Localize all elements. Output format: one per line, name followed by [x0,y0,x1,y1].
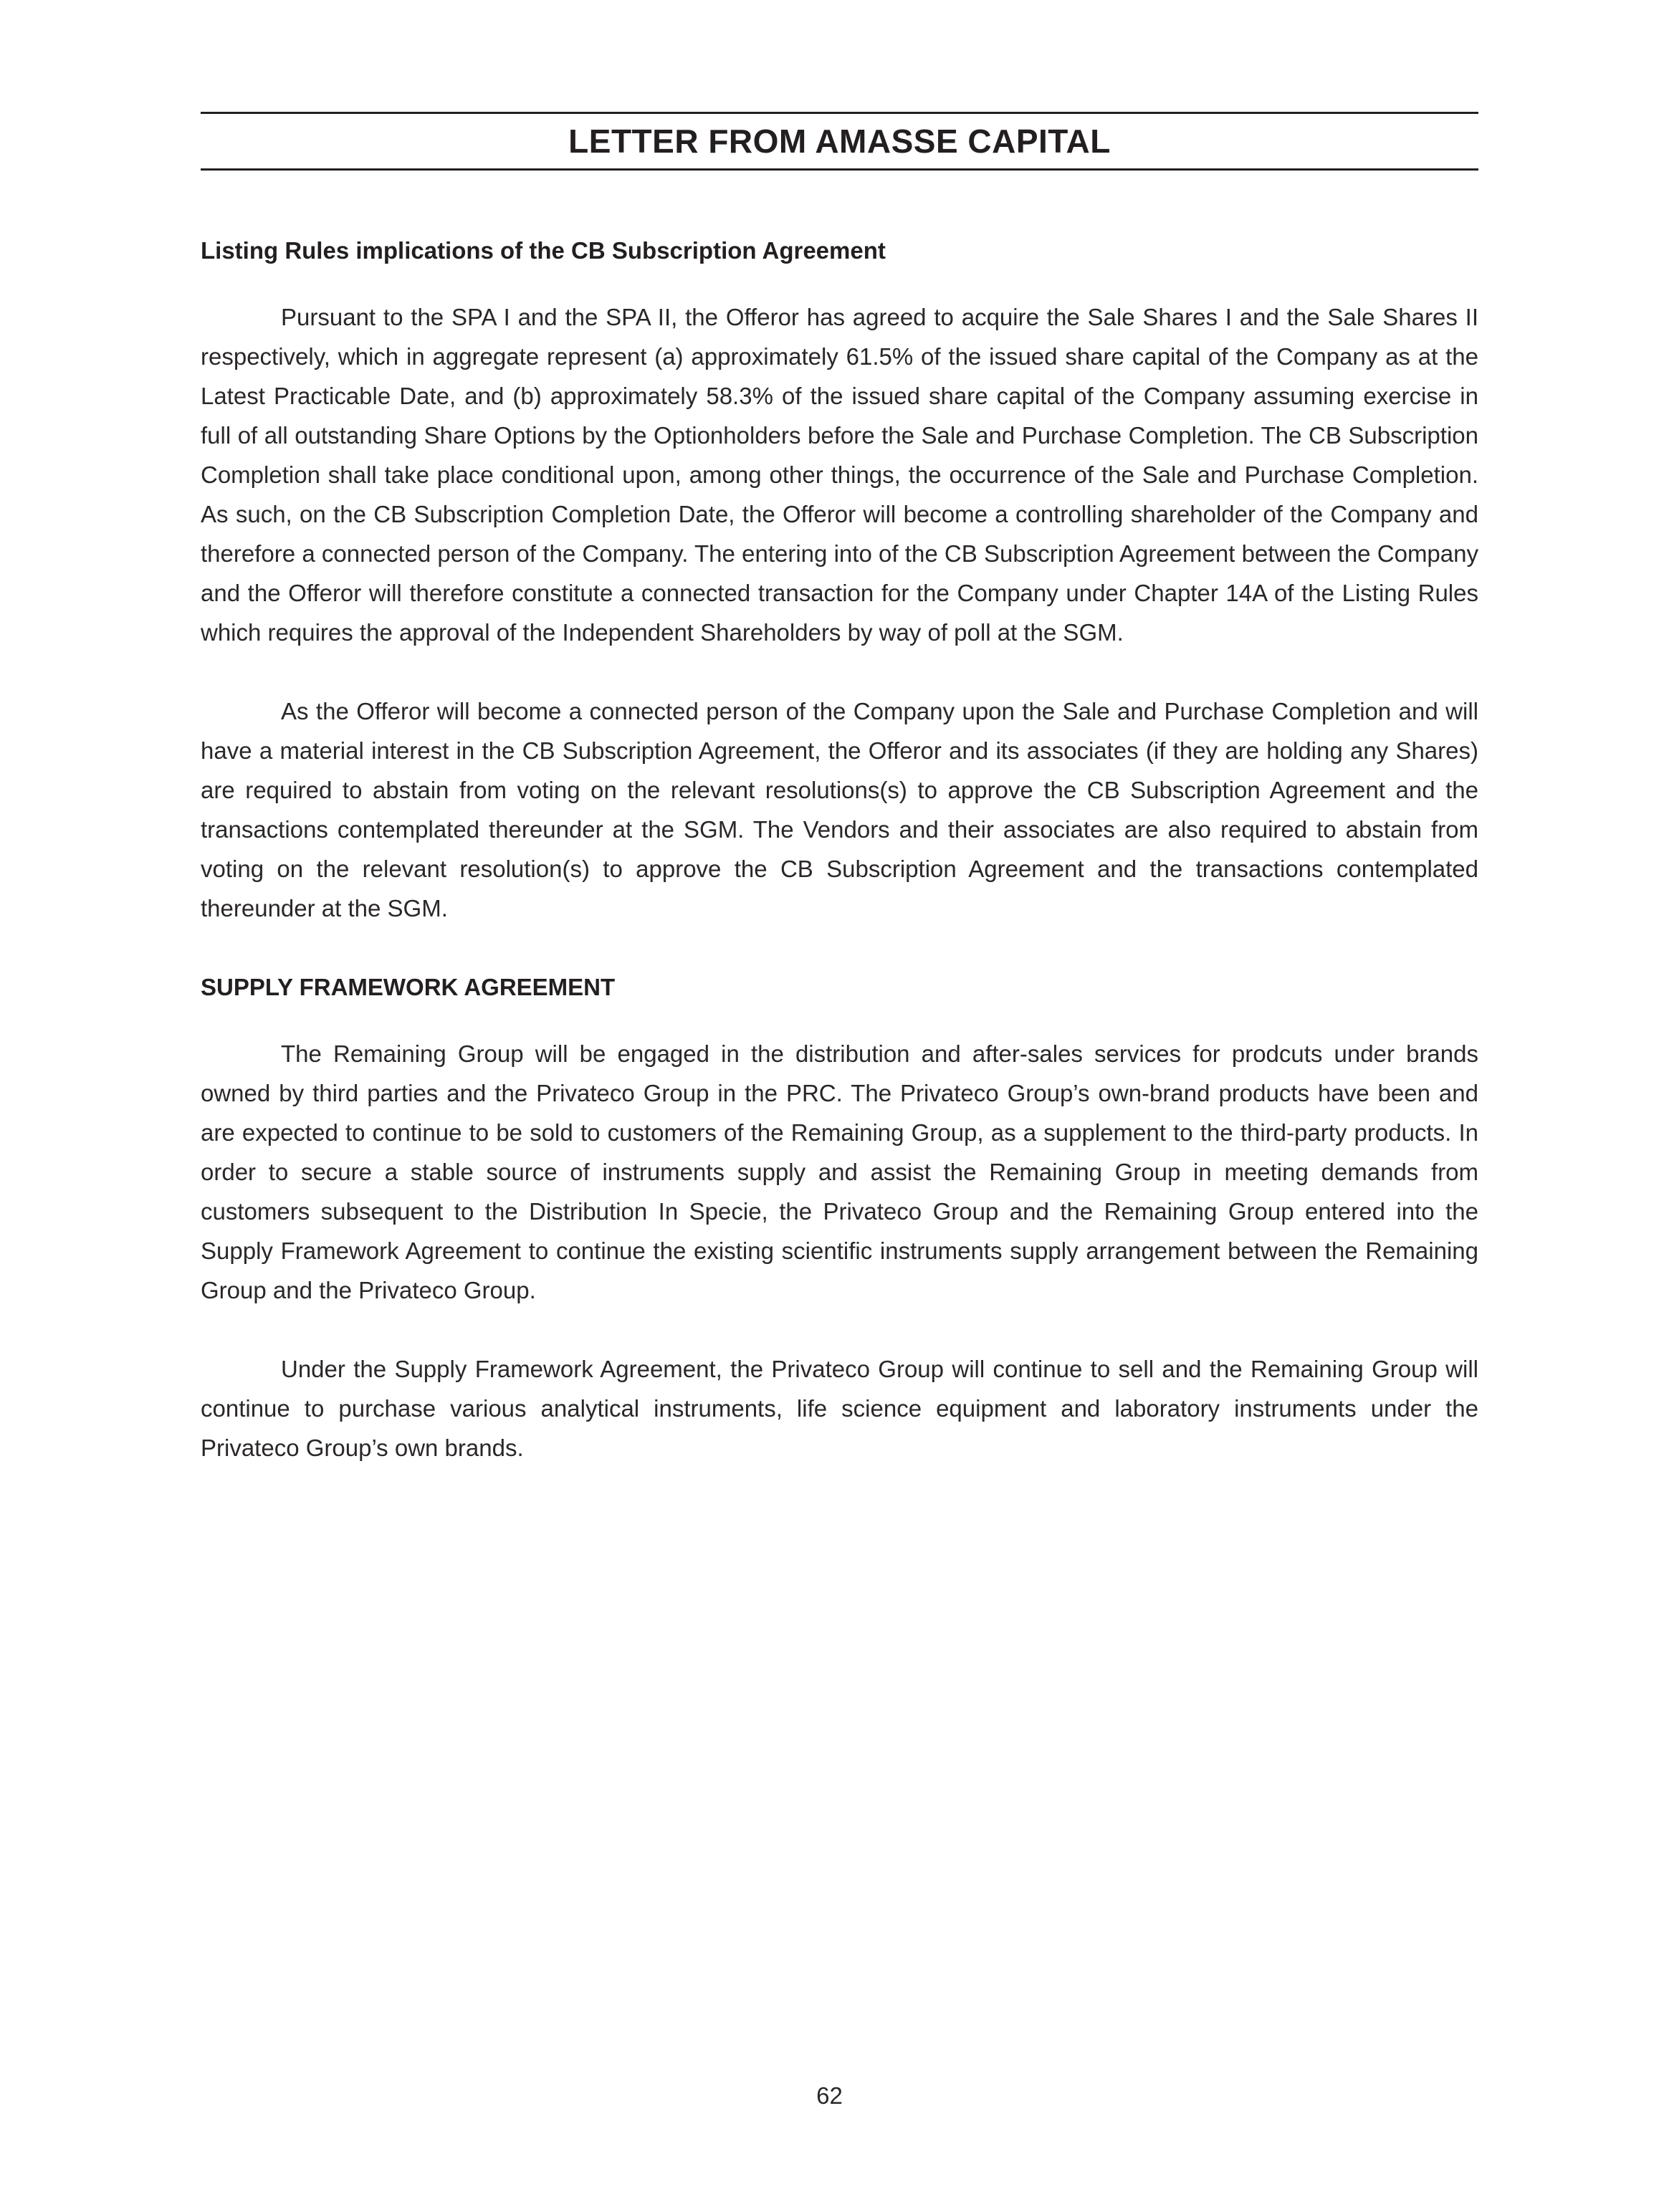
section-heading-listing-rules: Listing Rules implications of the CB Subscription Agreement [201,237,886,264]
header-top-rule [201,112,1478,114]
page-title: LETTER FROM AMASSE CAPITAL [568,123,1111,160]
header-bottom-rule [201,168,1478,171]
paragraph: Under the Supply Framework Agreement, the Privateco Group will continue to sell and the Remaining Group will continue to purchase various analytical instruments, life science equipment and laboratory instruments under the Privateco Group’s own brands. [201,1356,1478,1461]
paragraph: Pursuant to the SPA I and the SPA II, the Offeror has agreed to acquire the Sale Shares I and the Sale Shares II respectively, which in aggregate represent (a) approximately 61.5% of the issued share capital of the Company as at the Latest Practicable Date, and (b) approximately 58.3% of the issued share capital of the Company assuming exercise in full of all outstanding Share Options by the Optionholders before the Sale and Purchase Completion. The CB Subscription Completion shall take place conditional upon, among other things, the occurrence of the Sale and Purchase Completion. As such, on the CB Subscription Completion Date, the Offeror will become a controlling shareholder of the Company and therefore a connected person of the Company. The entering into of the CB Subscription Agreement between the Company and the Offeror will therefore constitute a connected transaction for the Company under Chapter 14A of the Listing Rules which requires the approval of the Independent Shareholders by way of poll at the SGM. [201,304,1478,646]
paragraph: The Remaining Group will be engaged in the distribution and after-sales services for prodcuts under brands owned by third parties and the Privateco Group in the PRC. The Privateco Group’s own-brand products have been and are expected to continue to be sold to customers of the Remaining Group, as a supplement to the third-party products. In order to secure a stable source of instruments supply and assist the Remaining Group in meeting demands from customers subsequent to the Distribution In Specie, the Privateco Group and the Remaining Group entered into the Supply Framework Agreement to continue the existing scientific instruments supply arrangement between the Remaining Group and the Privateco Group. [201,1040,1478,1303]
section-heading-supply-framework: SUPPLY FRAMEWORK AGREEMENT [201,974,616,1000]
document-body [201,231,1478,1468]
paragraph: As the Offeror will become a connected person of the Company upon the Sale and Purchase Completion and will have a material interest in the CB Subscription Agreement, the Offeror and its associates (if they are holding any Shares) are required to abstain from voting on the relevant resolutions(s) to approve the CB Subscription Agreement and the transactions contemplated thereunder at the SGM. The Vendors and their associates are also required to abstain from voting on the relevant resolution(s) to approve the CB Subscription Agreement and the transactions contemplated thereunder at the SGM. [201,698,1478,921]
page-number: 62 [816,2082,843,2109]
